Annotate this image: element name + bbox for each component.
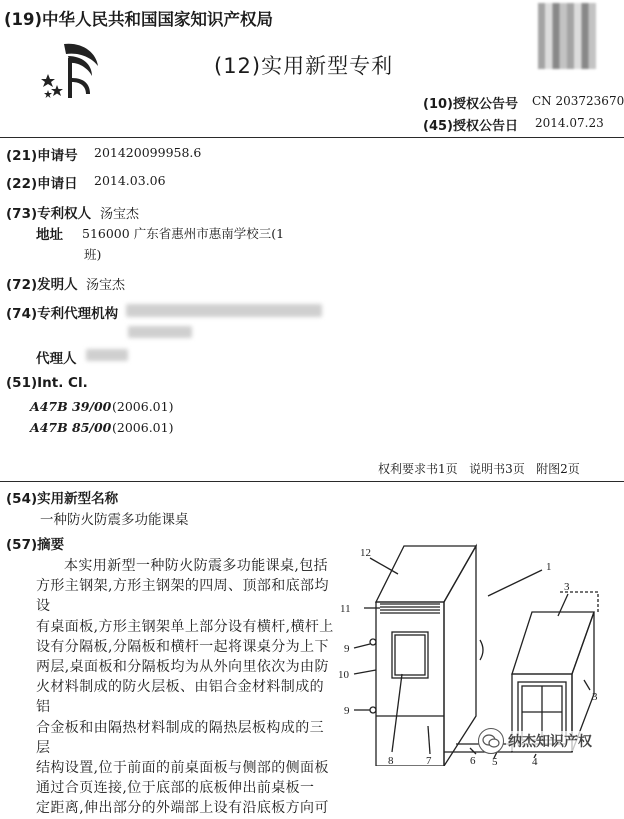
fig-label-12: 12 <box>360 547 371 559</box>
header-divider <box>0 137 624 138</box>
abstract-line: 合金板和由隔热材料制成的隔热层板构成的三层 <box>36 719 324 756</box>
abstract-line: 通过合页连接,位于底部的底板伸出前桌板一 <box>36 780 315 797</box>
abstract-label: (57)摘要 <box>6 537 65 553</box>
patentee-name: 汤宝杰 <box>100 207 140 222</box>
inventor-name: 汤宝杰 <box>86 278 126 293</box>
abstract-line: 两层,桌面板和分隔板均为从外向里依次为由防 <box>36 659 329 676</box>
patent-agency-label: (74)专利代理机构 <box>6 306 119 322</box>
fig-label-11: 11 <box>340 603 351 615</box>
publication-date: 2014.07.23 <box>535 116 604 130</box>
application-date-label: (22)申请日 <box>6 176 78 192</box>
fig-label-9b: 9 <box>344 705 350 717</box>
utility-model-title-label: (54)实用新型名称 <box>6 491 119 507</box>
abstract-line: 本实用新型一种防火防震多功能课桌,包括 <box>64 558 329 574</box>
publication-number-label: (10)授权公告号 <box>423 97 518 112</box>
address-line-2: 班) <box>84 247 102 262</box>
int-cl-2-code: A47B 85/00 <box>30 420 112 435</box>
fig-label-5: 5 <box>492 756 498 766</box>
issuing-authority: (19)中华人民共和国国家知识产权局 <box>4 10 274 29</box>
qr-code-mosaic <box>538 3 596 69</box>
agent-label: 代理人 <box>36 351 77 367</box>
abstract-line: 设有分隔板,分隔板和横杆一起将课桌分为上下 <box>36 638 329 655</box>
redacted-agent-name <box>86 349 128 361</box>
redacted-agency-line-2 <box>128 326 192 338</box>
page-count-info: 权利要求书1页 说明书3页 附图2页 <box>378 462 580 476</box>
redacted-agency-line-1 <box>126 304 322 317</box>
abstract-line: 结构设置,位于前面的前桌面板与侧部的侧面板 <box>36 760 329 777</box>
sipo-emblem-icon <box>38 38 110 100</box>
application-date: 2014.03.06 <box>94 173 166 188</box>
abstract-line: 有桌面板,方形主钢架单上部分设有横杆,横杆上 <box>36 618 334 635</box>
fig-label-3b: 3 <box>592 691 598 703</box>
application-number: 201420099958.6 <box>94 145 202 160</box>
cabinet-side-panel <box>444 546 476 766</box>
cabinet-front-panel <box>376 602 444 766</box>
abstract-line: 方形主钢架,方形主钢架的四周、顶部和底部均设 <box>36 578 329 615</box>
fig-label-7: 7 <box>426 755 432 766</box>
fig-label-9a: 9 <box>344 643 350 655</box>
int-cl-label: (51)Int. Cl. <box>6 375 88 391</box>
utility-model-title: 一种防火防震多功能课桌 <box>40 512 189 528</box>
front-window-panel <box>392 632 428 678</box>
watermark-text: 纳杰知识产权 <box>506 731 594 751</box>
abstract-line: 火材料制成的防火层板、由铝合金材料制成的铝 <box>36 679 324 716</box>
address-label: 地址 <box>36 227 63 243</box>
abstract-line: 定距离,伸出部分的外端部上设有沿底板方向可 <box>36 800 329 817</box>
address-line-1: 516000 广东省惠州市惠南学校三(1 <box>82 226 285 241</box>
fig-label-8: 8 <box>388 755 394 766</box>
fig-label-1: 1 <box>546 561 552 573</box>
int-cl-2-version: (2006.01) <box>112 420 174 435</box>
publication-date-label: (45)授权公告日 <box>423 119 518 134</box>
drawer-box-top <box>512 612 594 674</box>
biblio-divider <box>0 481 624 482</box>
sipo-logo <box>38 38 110 100</box>
abstract-text <box>36 556 336 819</box>
fig-label-3a: 3 <box>564 581 570 593</box>
fig-label-6: 6 <box>470 755 476 766</box>
fig-label-4: 4 <box>532 756 538 766</box>
application-number-label: (21)申请号 <box>6 148 78 164</box>
inventor-label: (72)发明人 <box>6 277 78 293</box>
publication-number: CN 203723670 <box>532 94 624 108</box>
document-type: (12)实用新型专利 <box>214 54 394 78</box>
int-cl-1-version: (2006.01) <box>112 399 174 414</box>
cabinet-top-panel <box>376 546 476 602</box>
wechat-icon <box>478 728 504 754</box>
fig-label-10: 10 <box>338 669 349 681</box>
int-cl-1-code: A47B 39/00 <box>30 399 112 414</box>
patentee-label: (73)专利权人 <box>6 206 92 222</box>
